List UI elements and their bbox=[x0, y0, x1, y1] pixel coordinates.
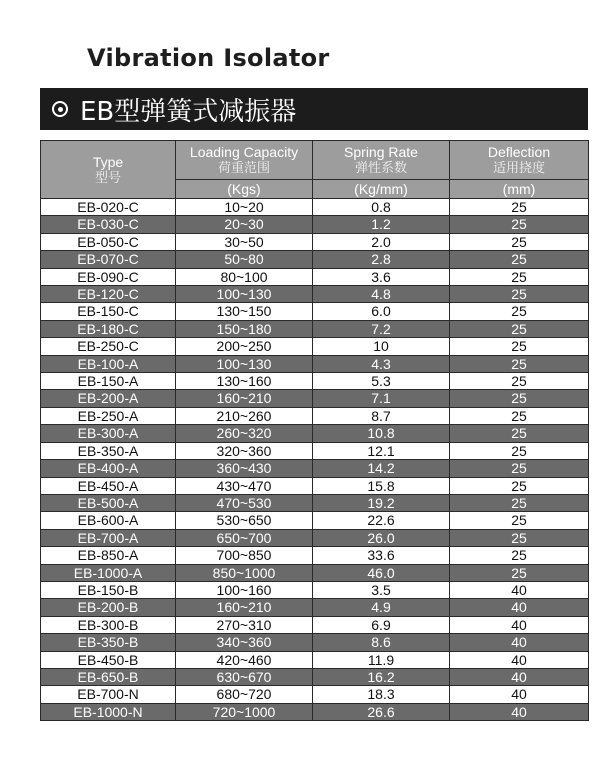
cell-type: EB-700-N bbox=[41, 686, 176, 703]
cell-type: EB-180-C bbox=[41, 320, 176, 337]
cell-deflection: 25 bbox=[450, 547, 589, 564]
cell-loading: 320~360 bbox=[176, 442, 313, 459]
cell-deflection: 25 bbox=[450, 251, 589, 268]
header-deflection bbox=[450, 141, 589, 180]
cell-deflection: 25 bbox=[450, 355, 589, 372]
cell-deflection: 25 bbox=[450, 320, 589, 337]
cell-loading: 430~470 bbox=[176, 477, 313, 494]
cell-loading: 80~100 bbox=[176, 268, 313, 285]
cell-spring-rate: 1.2 bbox=[313, 216, 450, 233]
section-banner bbox=[40, 88, 588, 130]
cell-spring-rate: 33.6 bbox=[313, 547, 450, 564]
cell-loading: 420~460 bbox=[176, 651, 313, 668]
cell-deflection: 25 bbox=[450, 477, 589, 494]
cell-deflection: 40 bbox=[450, 686, 589, 703]
table-row bbox=[41, 477, 589, 494]
cell-deflection: 40 bbox=[450, 634, 589, 651]
cell-type: EB-700-A bbox=[41, 529, 176, 546]
cell-type: EB-090-C bbox=[41, 268, 176, 285]
cell-loading: 340~360 bbox=[176, 634, 313, 651]
table-row bbox=[41, 686, 589, 703]
cell-spring-rate: 4.9 bbox=[313, 599, 450, 616]
cell-type: EB-450-B bbox=[41, 651, 176, 668]
table-row bbox=[41, 233, 589, 250]
cell-deflection: 40 bbox=[450, 581, 589, 598]
cell-spring-rate: 5.3 bbox=[313, 373, 450, 390]
table-row bbox=[41, 564, 589, 581]
table-row bbox=[41, 320, 589, 337]
cell-type: EB-450-A bbox=[41, 477, 176, 494]
cell-spring-rate: 8.7 bbox=[313, 407, 450, 424]
table-row bbox=[41, 634, 589, 651]
cell-deflection: 25 bbox=[450, 494, 589, 511]
cell-type: EB-020-C bbox=[41, 199, 176, 216]
header-spring-rate-unit: (Kg/mm) bbox=[313, 180, 450, 199]
table-row bbox=[41, 581, 589, 598]
header-spring-rate-cn: 弹性系数 bbox=[354, 160, 407, 175]
cell-spring-rate: 22.6 bbox=[313, 512, 450, 529]
cell-deflection: 25 bbox=[450, 286, 589, 303]
cell-loading: 680~720 bbox=[176, 686, 313, 703]
cell-spring-rate: 12.1 bbox=[313, 442, 450, 459]
cell-loading: 130~150 bbox=[176, 303, 313, 320]
cell-spring-rate: 26.0 bbox=[313, 529, 450, 546]
cell-spring-rate: 16.2 bbox=[313, 668, 450, 685]
header-loading-cn: 荷重范围 bbox=[217, 160, 270, 175]
table-row bbox=[41, 668, 589, 685]
cell-loading: 470~530 bbox=[176, 494, 313, 511]
header-deflection-en: Deflection bbox=[487, 144, 551, 160]
cell-type: EB-200-B bbox=[41, 599, 176, 616]
cell-spring-rate: 7.1 bbox=[313, 390, 450, 407]
cell-type: EB-1000-N bbox=[41, 703, 176, 720]
cell-spring-rate: 6.9 bbox=[313, 616, 450, 633]
cell-loading: 650~700 bbox=[176, 529, 313, 546]
cell-loading: 20~30 bbox=[176, 216, 313, 233]
bullet-circle-icon bbox=[52, 101, 68, 117]
cell-deflection: 25 bbox=[450, 390, 589, 407]
cell-deflection: 25 bbox=[450, 564, 589, 581]
cell-type: EB-600-A bbox=[41, 512, 176, 529]
cell-spring-rate: 15.8 bbox=[313, 477, 450, 494]
header-type bbox=[41, 141, 176, 199]
header-loading bbox=[176, 141, 313, 180]
cell-spring-rate: 14.2 bbox=[313, 460, 450, 477]
cell-deflection: 40 bbox=[450, 651, 589, 668]
cell-type: EB-650-B bbox=[41, 668, 176, 685]
cell-loading: 100~130 bbox=[176, 355, 313, 372]
cell-deflection: 40 bbox=[450, 703, 589, 720]
cell-loading: 260~320 bbox=[176, 425, 313, 442]
table-row bbox=[41, 529, 589, 546]
cell-loading: 100~160 bbox=[176, 581, 313, 598]
header-type-en: Type bbox=[92, 153, 124, 170]
cell-type: EB-350-B bbox=[41, 634, 176, 651]
cell-loading: 270~310 bbox=[176, 616, 313, 633]
cell-type: EB-200-A bbox=[41, 390, 176, 407]
cell-spring-rate: 3.5 bbox=[313, 581, 450, 598]
cell-spring-rate: 2.0 bbox=[313, 233, 450, 250]
table-row bbox=[41, 199, 589, 216]
cell-deflection: 25 bbox=[450, 216, 589, 233]
table-row bbox=[41, 338, 589, 355]
cell-spring-rate: 4.3 bbox=[313, 355, 450, 372]
cell-type: EB-300-B bbox=[41, 616, 176, 633]
header-deflection-unit: (mm) bbox=[450, 180, 589, 199]
cell-loading: 360~430 bbox=[176, 460, 313, 477]
cell-type: EB-120-C bbox=[41, 286, 176, 303]
cell-type: EB-500-A bbox=[41, 494, 176, 511]
header-type-cn: 型号 bbox=[94, 169, 121, 185]
table-row bbox=[41, 494, 589, 511]
cell-loading: 630~670 bbox=[176, 668, 313, 685]
cell-spring-rate: 19.2 bbox=[313, 494, 450, 511]
table-row bbox=[41, 547, 589, 564]
cell-loading: 100~130 bbox=[176, 286, 313, 303]
cell-spring-rate: 7.2 bbox=[313, 320, 450, 337]
cell-loading: 200~250 bbox=[176, 338, 313, 355]
table-row bbox=[41, 407, 589, 424]
header-deflection-cn: 适用挠度 bbox=[492, 160, 545, 175]
table-row bbox=[41, 512, 589, 529]
header-spring-rate bbox=[313, 141, 450, 180]
cell-deflection: 40 bbox=[450, 668, 589, 685]
cell-loading: 850~1000 bbox=[176, 564, 313, 581]
cell-loading: 130~160 bbox=[176, 373, 313, 390]
cell-spring-rate: 8.6 bbox=[313, 634, 450, 651]
header-loading-unit: (Kgs) bbox=[176, 180, 313, 199]
table-row bbox=[41, 373, 589, 390]
cell-spring-rate: 3.6 bbox=[313, 268, 450, 285]
cell-type: EB-150-A bbox=[41, 373, 176, 390]
cell-loading: 700~850 bbox=[176, 547, 313, 564]
cell-spring-rate: 46.0 bbox=[313, 564, 450, 581]
cell-deflection: 25 bbox=[450, 338, 589, 355]
spec-table bbox=[40, 140, 589, 721]
cell-loading: 150~180 bbox=[176, 320, 313, 337]
table-row bbox=[41, 390, 589, 407]
cell-type: EB-250-A bbox=[41, 407, 176, 424]
cell-loading: 10~20 bbox=[176, 199, 313, 216]
cell-spring-rate: 10.8 bbox=[313, 425, 450, 442]
header-loading-en: Loading Capacity bbox=[189, 144, 299, 160]
table-row bbox=[41, 425, 589, 442]
cell-loading: 160~210 bbox=[176, 390, 313, 407]
spec-table-body bbox=[41, 199, 589, 721]
cell-type: EB-100-A bbox=[41, 355, 176, 372]
cell-loading: 30~50 bbox=[176, 233, 313, 250]
table-row bbox=[41, 286, 589, 303]
cell-spring-rate: 10 bbox=[313, 338, 450, 355]
table-row bbox=[41, 303, 589, 320]
cell-deflection: 25 bbox=[450, 442, 589, 459]
cell-loading: 210~260 bbox=[176, 407, 313, 424]
cell-type: EB-250-C bbox=[41, 338, 176, 355]
table-row bbox=[41, 651, 589, 668]
cell-type: EB-350-A bbox=[41, 442, 176, 459]
cell-loading: 720~1000 bbox=[176, 703, 313, 720]
cell-deflection: 25 bbox=[450, 407, 589, 424]
table-row bbox=[41, 616, 589, 633]
cell-deflection: 25 bbox=[450, 460, 589, 477]
cell-type: EB-030-C bbox=[41, 216, 176, 233]
cell-type: EB-1000-A bbox=[41, 564, 176, 581]
cell-spring-rate: 4.8 bbox=[313, 286, 450, 303]
cell-spring-rate: 26.6 bbox=[313, 703, 450, 720]
cell-type: EB-850-A bbox=[41, 547, 176, 564]
cell-deflection: 25 bbox=[450, 233, 589, 250]
cell-deflection: 25 bbox=[450, 425, 589, 442]
cell-type: EB-150-C bbox=[41, 303, 176, 320]
cell-spring-rate: 18.3 bbox=[313, 686, 450, 703]
table-row bbox=[41, 460, 589, 477]
cell-deflection: 25 bbox=[450, 529, 589, 546]
header-spring-rate-en: Spring Rate bbox=[344, 144, 418, 160]
table-row bbox=[41, 268, 589, 285]
table-row bbox=[41, 703, 589, 720]
table-row bbox=[41, 599, 589, 616]
cell-deflection: 25 bbox=[450, 268, 589, 285]
cell-deflection: 40 bbox=[450, 616, 589, 633]
cell-spring-rate: 2.8 bbox=[313, 251, 450, 268]
table-row bbox=[41, 442, 589, 459]
cell-type: EB-070-C bbox=[41, 251, 176, 268]
table-row bbox=[41, 251, 589, 268]
table-row bbox=[41, 355, 589, 372]
cell-deflection: 25 bbox=[450, 373, 589, 390]
cell-deflection: 25 bbox=[450, 512, 589, 529]
table-row bbox=[41, 216, 589, 233]
cell-deflection: 25 bbox=[450, 303, 589, 320]
banner-heading: EB型弹簧式减振器 bbox=[80, 96, 297, 127]
cell-type: EB-050-C bbox=[41, 233, 176, 250]
page-title: Vibration Isolator bbox=[87, 44, 330, 72]
cell-loading: 160~210 bbox=[176, 599, 313, 616]
cell-deflection: 25 bbox=[450, 199, 589, 216]
cell-type: EB-150-B bbox=[41, 581, 176, 598]
cell-type: EB-300-A bbox=[41, 425, 176, 442]
cell-spring-rate: 11.9 bbox=[313, 651, 450, 668]
cell-type: EB-400-A bbox=[41, 460, 176, 477]
cell-spring-rate: 0.8 bbox=[313, 199, 450, 216]
cell-spring-rate: 6.0 bbox=[313, 303, 450, 320]
cell-loading: 530~650 bbox=[176, 512, 313, 529]
cell-loading: 50~80 bbox=[176, 251, 313, 268]
cell-deflection: 40 bbox=[450, 599, 589, 616]
